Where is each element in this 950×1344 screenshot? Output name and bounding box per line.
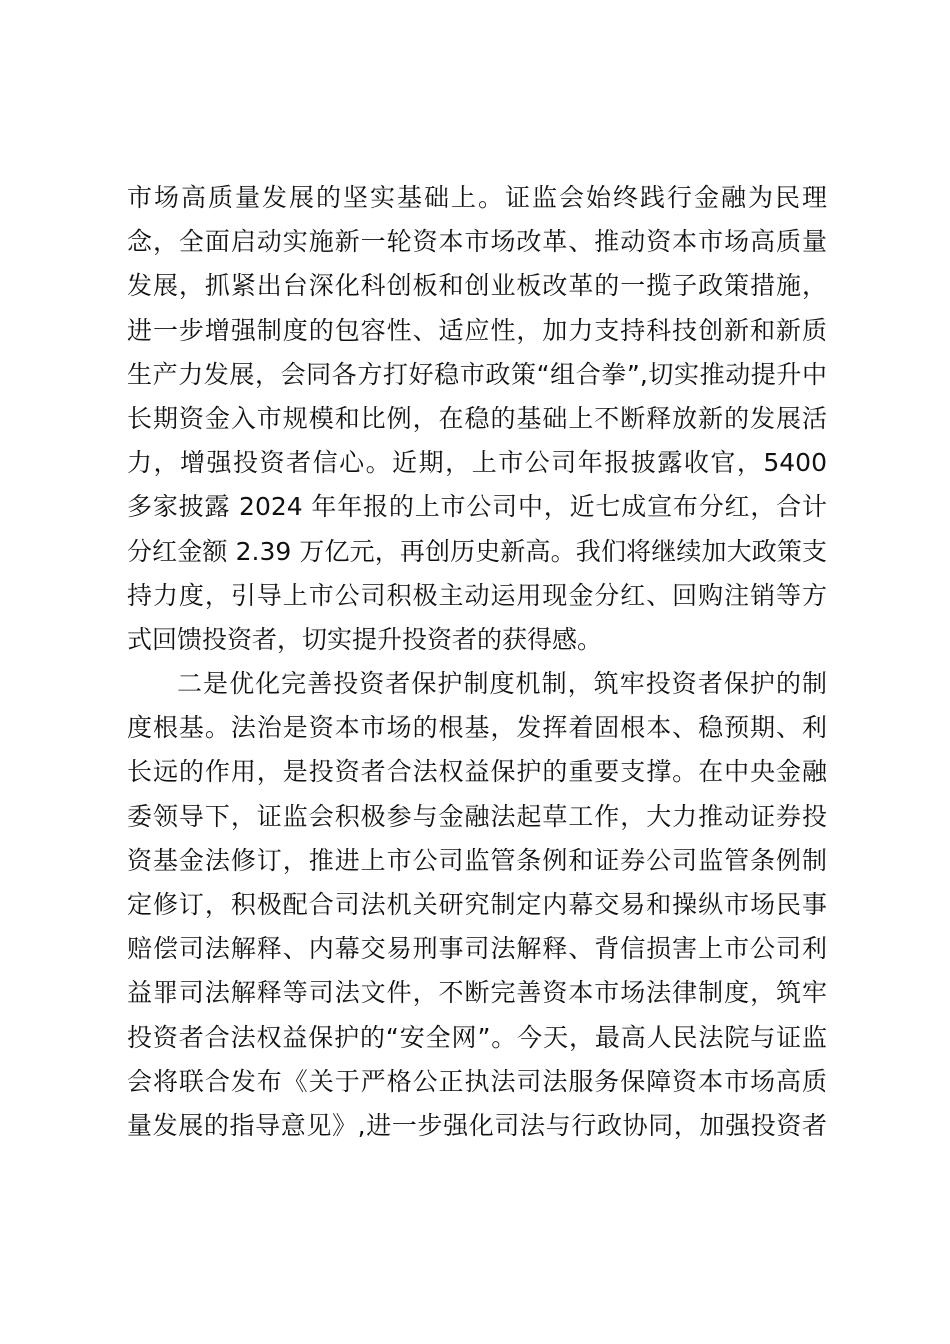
text-line: 定修订，积极配合司法机关研究制定内幕交易和操纵市场民事 [127,890,827,919]
text-line: 投资者合法权益保护的“安全网”。今天，最高人民法院与证监 [127,1022,827,1052]
paragraph-first-line: 二是优化完善投资者保护制度机制，筑牢投资者保护的制 [177,669,827,699]
text-line: 力，增强投资者信心。近期，上市公司年报披露收官，5400 [127,448,827,478]
paragraph-end-line: 式回馈投资者，切实提升投资者的获得感。 [127,624,603,654]
text-line: 资基金法修订，推进上市公司监管条例和证券公司监管条例制 [127,845,827,875]
text-line: 长期资金入市规模和比例，在稳的基础上不断释放新的发展活 [127,403,827,433]
text-line: 发展，抓紧出台深化科创板和创业板改革的一揽子政策措施， [127,271,827,301]
text-line: 持力度，引导上市公司积极主动运用现金分红、回购注销等方 [127,580,827,610]
text-line: 分红金额 2.39 万亿元，再创历史新高。我们将继续加大政策支 [127,536,827,566]
text-line: 会将联合发布《关于严格公正执法司法服务保障资本市场高质 [127,1066,827,1096]
text-line: 长远的作用，是投资者合法权益保护的重要支撑。在中央金融 [127,757,827,787]
text-line: 委领导下，证监会积极参与金融法起草工作，大力推动证券投 [127,801,827,831]
text-line: 生产力发展，会同各方打好稳市政策“组合拳”,切实推动提升中 [127,359,827,389]
text-line: 多家披露 2024 年年报的上市公司中，近七成宣布分红，合计 [127,492,827,522]
text-line: 量发展的指导意见》,进一步强化司法与行政协同，加强投资者 [127,1110,827,1140]
text-line: 度根基。法治是资本市场的根基，发挥着固根本、稳预期、利 [127,713,827,743]
text-line: 赔偿司法解释、内幕交易刑事司法解释、背信损害上市公司利 [127,934,827,964]
text-line: 进一步增强制度的包容性、适应性，加力支持科技创新和新质 [127,315,827,345]
document-body [127,176,827,1148]
text-line: 益罪司法解释等司法文件，不断完善资本市场法律制度，筑牢 [127,978,827,1008]
text-line: 市场高质量发展的坚实基础上。证监会始终践行金融为民理 [127,183,827,212]
text-line: 念，全面启动实施新一轮资本市场改革、推动资本市场高质量 [127,227,827,257]
